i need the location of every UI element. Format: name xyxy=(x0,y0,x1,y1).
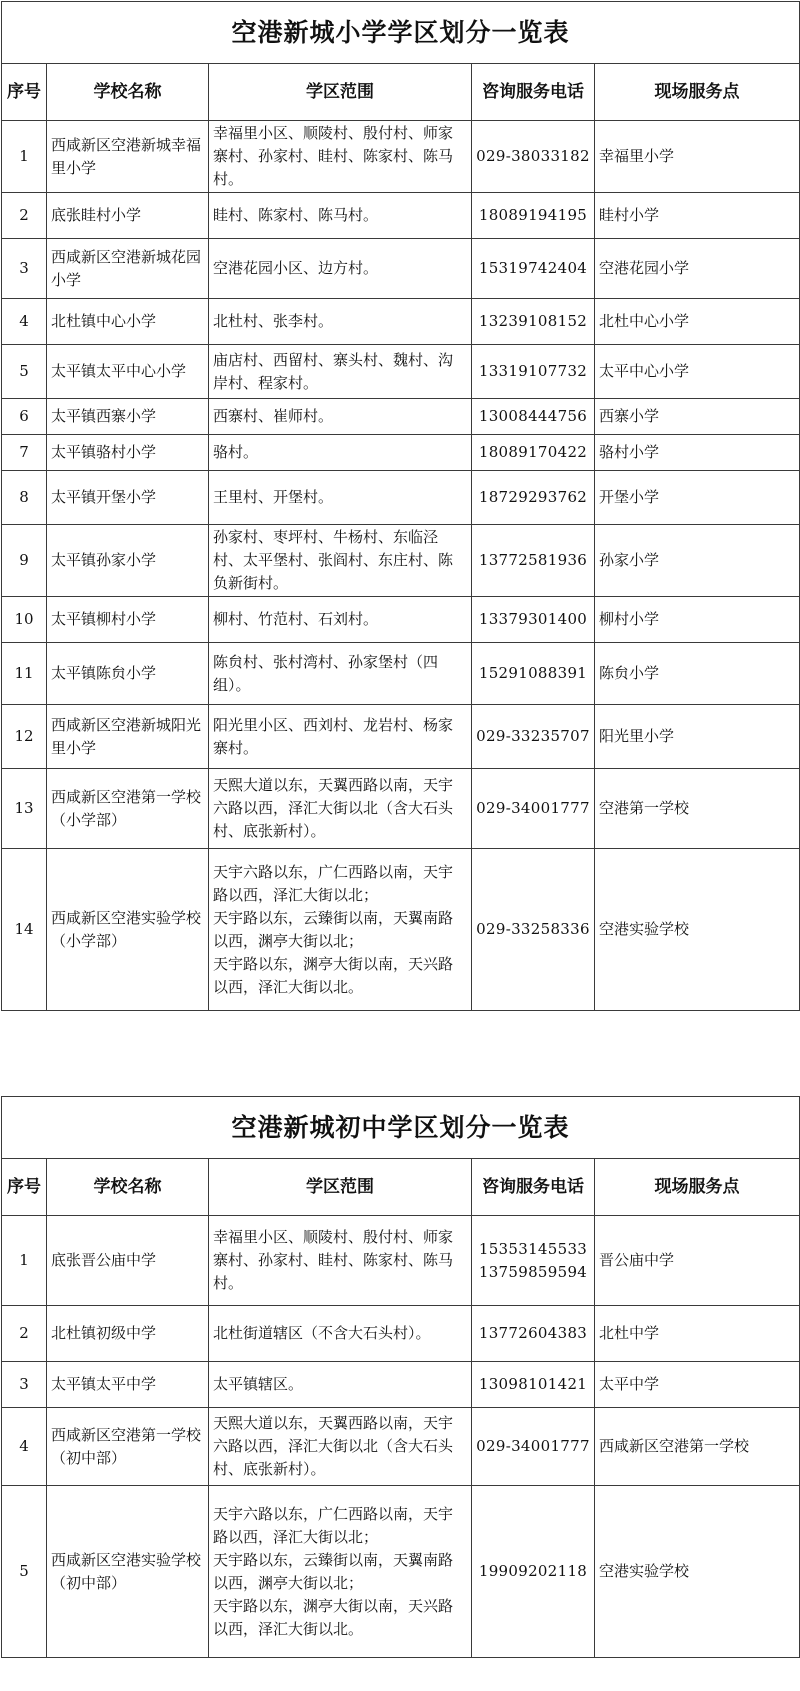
table-title: 空港新城初中学区划分一览表 xyxy=(2,1097,800,1159)
service-point-cell: 陈贠小学 xyxy=(595,643,800,705)
district-range-cell: 王里村、开堡村。 xyxy=(209,471,472,525)
table-row xyxy=(2,345,800,399)
service-point-cell: 空港第一学校 xyxy=(595,769,800,849)
service-point-cell: 阳光里小学 xyxy=(595,705,800,769)
header-cell: 学校名称 xyxy=(47,64,209,121)
school-name-cell: 西咸新区空港第一学校（初中部） xyxy=(47,1408,209,1486)
service-point-cell: 开堡小学 xyxy=(595,471,800,525)
district-range-cell: 天宇六路以东，广仁西路以南，天宇路以西，泽汇大街以北； 天宇路以东，云臻街以南，天翼南路以西，渊亭大街以北； 天宇路以东，渊亭大街以南，天兴路以西，泽汇大街以北。 xyxy=(209,1486,472,1658)
phone-cell: 18089170422 xyxy=(472,435,595,471)
table-row xyxy=(2,121,800,193)
table-row xyxy=(2,471,800,525)
table-row xyxy=(2,643,800,705)
table-row xyxy=(2,597,800,643)
service-point-cell: 北杜中心小学 xyxy=(595,299,800,345)
service-point-cell: 空港实验学校 xyxy=(595,849,800,1011)
phone-cell: 13239108152 xyxy=(472,299,595,345)
school-name-cell: 太平镇西寨小学 xyxy=(47,399,209,435)
school-name-cell: 底张眭村小学 xyxy=(47,193,209,239)
table-row xyxy=(2,299,800,345)
table-row xyxy=(2,849,800,1011)
school-name-cell: 西咸新区空港实验学校（初中部） xyxy=(47,1486,209,1658)
index-cell: 2 xyxy=(2,193,47,239)
header-cell: 学校名称 xyxy=(47,1159,209,1216)
district-range-cell: 柳村、竹范村、石刘村。 xyxy=(209,597,472,643)
table-row xyxy=(2,193,800,239)
table-row xyxy=(2,399,800,435)
district-range-cell: 空港花园小区、边方村。 xyxy=(209,239,472,299)
table-row xyxy=(2,1362,800,1408)
phone-cell: 15291088391 xyxy=(472,643,595,705)
table-row xyxy=(2,525,800,597)
district-range-cell: 骆村。 xyxy=(209,435,472,471)
service-point-cell: 太平中心小学 xyxy=(595,345,800,399)
district-range-cell: 北杜街道辖区（不含大石头村）。 xyxy=(209,1306,472,1362)
index-cell: 8 xyxy=(2,471,47,525)
service-point-cell: 西咸新区空港第一学校 xyxy=(595,1408,800,1486)
phone-cell: 18729293762 xyxy=(472,471,595,525)
header-cell: 现场服务点 xyxy=(595,64,800,121)
index-cell: 5 xyxy=(2,1486,47,1658)
header-cell: 现场服务点 xyxy=(595,1159,800,1216)
district-range-cell: 太平镇辖区。 xyxy=(209,1362,472,1408)
school-name-cell: 底张晋公庙中学 xyxy=(47,1216,209,1306)
index-cell: 6 xyxy=(2,399,47,435)
phone-cell: 029-33258336 xyxy=(472,849,595,1011)
index-cell: 1 xyxy=(2,1216,47,1306)
table-row xyxy=(2,1216,800,1306)
service-point-cell: 眭村小学 xyxy=(595,193,800,239)
header-cell: 学区范围 xyxy=(209,1159,472,1216)
phone-cell: 13379301400 xyxy=(472,597,595,643)
school-name-cell: 北杜镇中心小学 xyxy=(47,299,209,345)
school-name-cell: 太平镇柳村小学 xyxy=(47,597,209,643)
phone-cell: 13772581936 xyxy=(472,525,595,597)
phone-cell: 13772604383 xyxy=(472,1306,595,1362)
header-cell: 咨询服务电话 xyxy=(472,64,595,121)
index-cell: 12 xyxy=(2,705,47,769)
service-point-cell: 孙家小学 xyxy=(595,525,800,597)
district-range-cell: 天宇六路以东，广仁西路以南，天宇路以西，泽汇大街以北； 天宇路以东，云臻街以南，天翼南路以西，渊亭大街以北； 天宇路以东，渊亭大街以南，天兴路以西，泽汇大街以北。 xyxy=(209,849,472,1011)
district-range-cell: 西寨村、崔师村。 xyxy=(209,399,472,435)
phone-cell: 029-34001777 xyxy=(472,769,595,849)
school-name-cell: 西咸新区空港新城幸福里小学 xyxy=(47,121,209,193)
district-range-cell: 眭村、陈家村、陈马村。 xyxy=(209,193,472,239)
school-name-cell: 西咸新区空港新城阳光里小学 xyxy=(47,705,209,769)
index-cell: 14 xyxy=(2,849,47,1011)
phone-cell: 19909202118 xyxy=(472,1486,595,1658)
index-cell: 3 xyxy=(2,239,47,299)
service-point-cell: 晋公庙中学 xyxy=(595,1216,800,1306)
school-name-cell: 太平镇太平中心小学 xyxy=(47,345,209,399)
header-cell: 序号 xyxy=(2,64,47,121)
district-range-cell: 幸福里小区、顺陵村、殷付村、师家寨村、孙家村、眭村、陈家村、陈马村。 xyxy=(209,121,472,193)
header-cell: 咨询服务电话 xyxy=(472,1159,595,1216)
school-name-cell: 西咸新区空港第一学校（小学部） xyxy=(47,769,209,849)
service-point-cell: 空港花园小学 xyxy=(595,239,800,299)
table-row xyxy=(2,1408,800,1486)
index-cell: 2 xyxy=(2,1306,47,1362)
index-cell: 1 xyxy=(2,121,47,193)
index-cell: 11 xyxy=(2,643,47,705)
primary-school-district-table xyxy=(1,1,800,1011)
phone-cell: 15319742404 xyxy=(472,239,595,299)
index-cell: 7 xyxy=(2,435,47,471)
index-cell: 4 xyxy=(2,299,47,345)
service-point-cell: 西寨小学 xyxy=(595,399,800,435)
district-range-cell: 北杜村、张李村。 xyxy=(209,299,472,345)
phone-cell: 13098101421 xyxy=(472,1362,595,1408)
district-range-cell: 阳光里小区、西刘村、龙岩村、杨家寨村。 xyxy=(209,705,472,769)
index-cell: 9 xyxy=(2,525,47,597)
service-point-cell: 柳村小学 xyxy=(595,597,800,643)
phone-cell: 15353145533 13759859594 xyxy=(472,1216,595,1306)
header-cell: 学区范围 xyxy=(209,64,472,121)
school-name-cell: 太平镇孙家小学 xyxy=(47,525,209,597)
table-title: 空港新城小学学区划分一览表 xyxy=(2,2,800,64)
index-cell: 5 xyxy=(2,345,47,399)
school-name-cell: 太平镇陈贠小学 xyxy=(47,643,209,705)
school-name-cell: 太平镇骆村小学 xyxy=(47,435,209,471)
middle-school-district-table xyxy=(1,1096,800,1658)
table-row xyxy=(2,435,800,471)
service-point-cell: 骆村小学 xyxy=(595,435,800,471)
service-point-cell: 幸福里小学 xyxy=(595,121,800,193)
phone-cell: 13008444756 xyxy=(472,399,595,435)
phone-cell: 13319107732 xyxy=(472,345,595,399)
service-point-cell: 太平中学 xyxy=(595,1362,800,1408)
table-row xyxy=(2,1486,800,1658)
header-row xyxy=(2,1159,800,1216)
header-cell: 序号 xyxy=(2,1159,47,1216)
school-name-cell: 太平镇太平中学 xyxy=(47,1362,209,1408)
table-row xyxy=(2,769,800,849)
index-cell: 10 xyxy=(2,597,47,643)
table-row xyxy=(2,705,800,769)
district-range-cell: 天熙大道以东，天翼西路以南，天宇六路以西，泽汇大街以北（含大石头村、底张新村）。 xyxy=(209,769,472,849)
phone-cell: 029-34001777 xyxy=(472,1408,595,1486)
table-row xyxy=(2,1306,800,1362)
index-cell: 3 xyxy=(2,1362,47,1408)
service-point-cell: 北杜中学 xyxy=(595,1306,800,1362)
service-point-cell: 空港实验学校 xyxy=(595,1486,800,1658)
school-name-cell: 西咸新区空港实验学校（小学部） xyxy=(47,849,209,1011)
table-row xyxy=(2,239,800,299)
phone-cell: 029-33235707 xyxy=(472,705,595,769)
school-name-cell: 西咸新区空港新城花园小学 xyxy=(47,239,209,299)
index-cell: 4 xyxy=(2,1408,47,1486)
district-range-cell: 孙家村、枣坪村、牛杨村、东临泾村、太平堡村、张阎村、东庄村、陈负新街村。 xyxy=(209,525,472,597)
school-name-cell: 太平镇开堡小学 xyxy=(47,471,209,525)
phone-cell: 029-38033182 xyxy=(472,121,595,193)
table-separator xyxy=(0,1080,800,1096)
phone-cell: 18089194195 xyxy=(472,193,595,239)
district-range-cell: 庙店村、西留村、寨头村、魏村、沟岸村、程家村。 xyxy=(209,345,472,399)
district-range-cell: 幸福里小区、顺陵村、殷付村、师家寨村、孙家村、眭村、陈家村、陈马村。 xyxy=(209,1216,472,1306)
district-range-cell: 天熙大道以东，天翼西路以南，天宇六路以西，泽汇大街以北（含大石头村、底张新村）。 xyxy=(209,1408,472,1486)
header-row xyxy=(2,64,800,121)
district-range-cell: 陈贠村、张村湾村、孙家堡村（四组）。 xyxy=(209,643,472,705)
school-name-cell: 北杜镇初级中学 xyxy=(47,1306,209,1362)
index-cell: 13 xyxy=(2,769,47,849)
